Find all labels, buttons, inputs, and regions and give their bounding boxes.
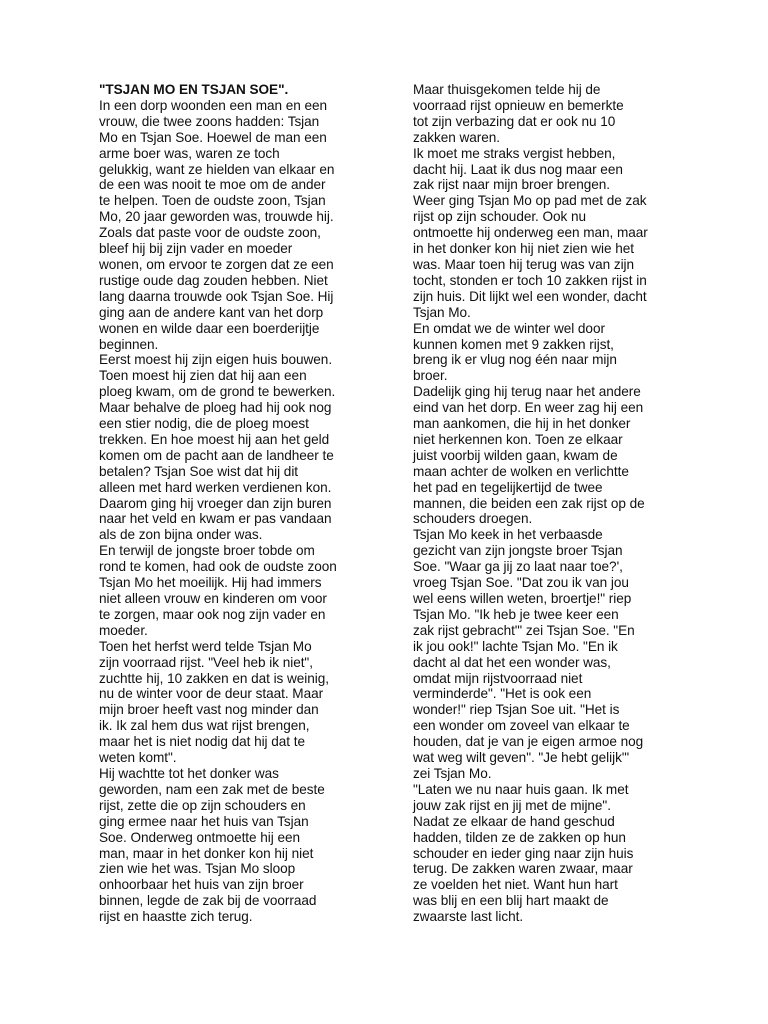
text-line: zuchtte hij, 10 zakken en dat is weinig, xyxy=(99,670,329,686)
text-line: Soe. "Waar ga jij zo laat naar toe?', xyxy=(413,559,623,575)
right-column xyxy=(413,82,713,925)
text-line: Tsjan Mo keek in het verbaasde xyxy=(413,527,603,543)
text-line: het pad en tegelijkertijd de twee xyxy=(413,479,603,495)
text-line: zien wie het was. Tsjan Mo sloop xyxy=(99,861,296,877)
text-line: Zoals dat paste voor de oudste zoon, xyxy=(99,225,321,241)
text-line: ik jou ook!" lachte Tsjan Mo. "En ik xyxy=(413,638,618,654)
left-column xyxy=(99,82,387,925)
text-line: nu de winter voor de deur staat. Maar xyxy=(99,686,324,702)
text-line: man aankomen, die hij in het donker xyxy=(413,416,631,432)
text-line: ze voelden het niet. Want hun hart xyxy=(413,877,618,893)
text-line: een stier nodig, die de ploeg moest xyxy=(99,416,309,432)
text-line: rijst en haastte zich terug. xyxy=(99,909,253,925)
text-line: zak rijst gebracht"' zei Tsjan Soe. "En xyxy=(413,622,635,638)
text-line: En terwijl de jongste broer tobde om xyxy=(99,543,315,559)
text-line: tot zijn verbazing dat er ook nu 10 xyxy=(413,113,616,129)
text-line: moeder. xyxy=(99,622,148,638)
text-line: maan achter de wolken en verlichtte xyxy=(413,463,629,479)
text-line: in het donker kon hij niet zien wie het xyxy=(413,241,634,257)
text-line: Daarom ging hij vroeger dan zijn buren xyxy=(99,495,332,511)
text-line: voorraad rijst opnieuw en bemerkte xyxy=(413,97,624,113)
text-line: tocht, stonden er toch 10 zakken rijst in xyxy=(413,272,647,288)
text-line: gelukkig, want ze hielden van elkaar en xyxy=(99,161,335,177)
text-line: Toen het herfst werd telde Tsjan Mo xyxy=(99,638,312,654)
text-line: dacht al dat het een wonder was, xyxy=(413,654,611,670)
text-line: was blij en een blij hart maakt de xyxy=(413,893,609,909)
text-line: wonen, om ervoor te zorgen dat ze een xyxy=(99,256,334,272)
text-line: rijst op zijn schouder. Ook nu xyxy=(413,209,587,225)
text-line: "Laten we nu naar huis gaan. Ik met xyxy=(413,781,629,797)
text-line: zakken waren. xyxy=(413,129,500,145)
text-line: zei Tsjan Mo. xyxy=(413,765,492,781)
text-line: arme boer was, waren ze toch xyxy=(99,145,280,161)
text-line: Dadelijk ging hij terug naar het andere xyxy=(413,384,641,400)
right-column-text xyxy=(413,82,713,925)
text-line: wat weg wilt geven". "Je hebt gelijk"' xyxy=(413,750,630,766)
text-line: Mo, 20 jaar geworden was, trouwde hij. xyxy=(99,209,334,225)
text-line: juist voorbij wilden gaan, kwam de xyxy=(413,447,618,463)
text-line: kunnen komen met 9 zakken rijst, xyxy=(413,336,614,352)
text-line: Eerst moest hij zijn eigen huis bouwen. xyxy=(99,352,333,368)
text-line: beginnen. xyxy=(99,336,159,352)
text-line: trekken. En hoe moest hij aan het geld xyxy=(99,431,330,447)
text-line: Weer ging Tsjan Mo op pad met de zak xyxy=(413,193,647,209)
text-line: ging aan de andere kant van het dorp xyxy=(99,304,324,320)
text-line: zijn huis. Dit lijkt wel een wonder, dacht xyxy=(413,288,647,304)
text-line: zak rijst naar mijn broer brengen. xyxy=(413,177,611,193)
text-line: Tsjan Mo. "Ik heb je twee keer een xyxy=(413,606,619,622)
text-line: ploeg kwam, om de grond te bewerken. xyxy=(99,384,336,400)
text-line: niet alleen vrouw en kinderen om voor xyxy=(99,591,327,606)
text-line: vroeg Tsjan Soe. "Dat zou ik van jou xyxy=(413,575,629,591)
text-line: Mo en Tsjan Soe. Hoewel de man een xyxy=(99,129,327,145)
story-title: "TSJAN MO EN TSJAN SOE". xyxy=(99,82,289,97)
text-line: eind van het dorp. En weer zag hij een xyxy=(413,400,644,416)
text-line: hadden, tilden ze de zakken op hun xyxy=(413,829,626,845)
left-column-text xyxy=(99,98,387,925)
text-line: zijn voorraad rijst. "Veel heb ik niet", xyxy=(99,654,313,670)
text-line: terug. De zakken waren zwaar, maar xyxy=(413,861,633,877)
text-line: alleen met hard werken verdienen kon. xyxy=(99,479,332,495)
text-line: rond te komen, had ook de oudste zoon xyxy=(99,559,337,575)
text-line: bleef hij bij zijn vader en moeder xyxy=(99,241,293,257)
text-line: zwaarste last licht. xyxy=(413,909,524,925)
text-line: mannen, die beiden een zak rijst op de xyxy=(413,495,645,511)
text-line: schouders droegen. xyxy=(413,511,533,527)
text-line: wonen en wilde daar een boerderijtje xyxy=(99,320,320,336)
text-line: Ik moet me straks vergist hebben, xyxy=(413,145,616,161)
text-line: de een was nooit te moe om de ander xyxy=(99,177,326,193)
text-line: breng ik er vlug nog één naar mijn xyxy=(413,352,617,368)
text-line: man, maar in het donker kon hij niet xyxy=(99,845,314,861)
text-line: Soe. Onderweg ontmoette hij een xyxy=(99,829,300,845)
text-line: geworden, nam een zak met de beste xyxy=(99,781,325,797)
text-line: betalen? Tsjan Soe wist dat hij dit xyxy=(99,463,299,479)
text-line: Nadat ze elkaar de hand geschud xyxy=(413,813,615,829)
text-line: niet herkennen kon. Toen ze elkaar xyxy=(413,431,623,447)
text-line: Tsjan Mo het moeilijk. Hij had immers xyxy=(99,575,322,591)
text-line: Toen moest hij zien dat hij aan een xyxy=(99,368,307,384)
text-line: Maar behalve de ploeg had hij ook nog xyxy=(99,400,332,416)
text-line: ontmoette hij onderweg een man, maar xyxy=(413,225,648,241)
text-line: een wonder om zoveel van elkaar te xyxy=(413,718,630,734)
text-line: binnen, legde de zak bij de voorraad xyxy=(99,893,317,909)
text-line: houden, dat je van je eigen armoe nog xyxy=(413,734,644,750)
text-line: onhoorbaar het huis van zijn broer xyxy=(99,877,304,893)
text-line: mijn broer heeft vast nog minder dan xyxy=(99,702,319,718)
text-line: te zorgen, maar ook nog zijn vader en xyxy=(99,606,326,622)
text-line: vrouw, die twee zoons hadden: Tsjan xyxy=(99,113,320,129)
text-line: wonder!" riep Tsjan Soe uit. "Het is xyxy=(413,702,620,718)
text-line: als de zon bijna onder was. xyxy=(99,527,263,543)
text-line: komen om de pacht aan de landheer te xyxy=(99,447,334,463)
text-line: was. Maar toen hij terug was van zijn xyxy=(413,256,635,272)
text-line: jouw zak rijst en jij met de mijne". xyxy=(413,797,611,813)
text-line: rijst, zette die op zijn schouders en xyxy=(99,797,306,813)
text-line: te helpen. Toen de oudste zoon, Tsjan xyxy=(99,193,326,209)
text-line: rustige oude dag zouden hebben. Niet xyxy=(99,272,328,288)
text-line: Maar thuisgekomen telde hij de xyxy=(413,82,601,97)
text-line: gezicht van zijn jongste broer Tsjan xyxy=(413,543,623,559)
text-line: Hij wachtte tot het donker was xyxy=(99,765,279,781)
text-line: schouder en ieder ging naar zijn huis xyxy=(413,845,634,861)
text-line: naar het veld en kwam er pas vandaan xyxy=(99,511,332,527)
text-line: lang daarna trouwde ook Tsjan Soe. Hij xyxy=(99,288,334,304)
text-line: omdat mijn rijstvoorraad niet xyxy=(413,670,583,686)
text-line: maar het is niet nodig dat hij dat te xyxy=(99,734,305,750)
text-line: weten komt". xyxy=(99,750,177,766)
text-line: verminderde". "Het is ook een xyxy=(413,686,592,702)
text-line: wel eens willen weten, broertje!" riep xyxy=(413,591,632,606)
text-line: In een dorp woonden een man en een xyxy=(99,97,328,113)
text-line: ik. Ik zal hem dus wat rijst brengen, xyxy=(99,718,310,734)
text-line: dacht hij. Laat ik dus nog maar een xyxy=(413,161,623,177)
text-line: Tsjan Mo. xyxy=(413,304,471,320)
text-line: broer. xyxy=(413,368,448,384)
text-line: En omdat we de winter wel door xyxy=(413,320,605,336)
text-line: ging ermee naar het huis van Tsjan xyxy=(99,813,309,829)
